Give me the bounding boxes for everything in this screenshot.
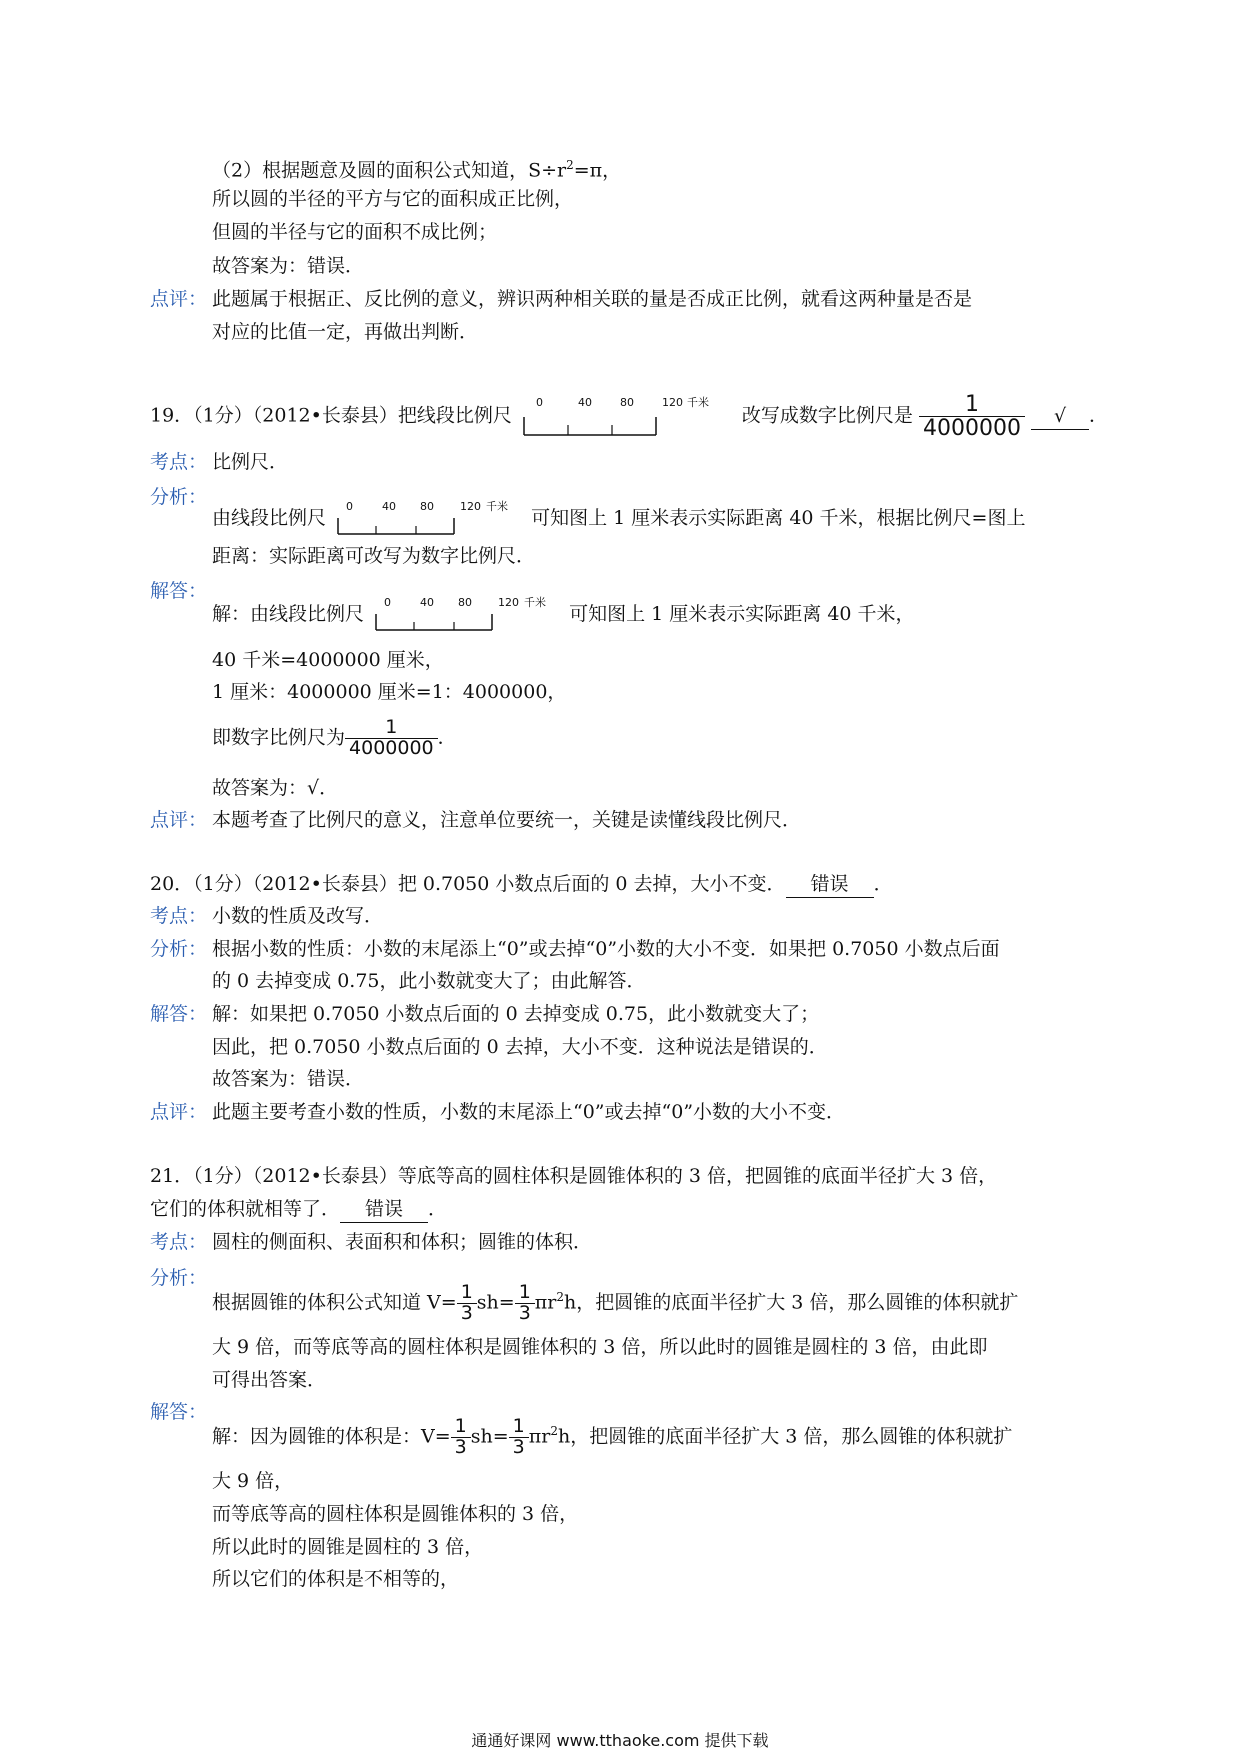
superscript: 2 [556, 1290, 565, 1305]
fraction: $\frac{1}{3}$ [451, 1417, 471, 1458]
kaodian-text: 比例尺． [212, 451, 289, 473]
scale-tick-label: 80 [619, 395, 634, 409]
jieda-label: 解答： [150, 1003, 208, 1025]
scale-tick-label: 120 [661, 395, 683, 409]
kaodian-text: 圆柱的侧面积、表面积和体积；圆锥的体积． [212, 1231, 593, 1253]
fenxi-line-3: 可得出答案． [212, 1369, 327, 1391]
jieda-label: 解答： [150, 1401, 208, 1423]
scale-tick-label: 120 [460, 500, 482, 513]
scale-tick-label: 40 [382, 500, 397, 513]
page-footer: 通通好课网 www.tthaoke.com 提供下载 [471, 1731, 769, 1750]
jieda-line-3: 故答案为：错误． [212, 1068, 365, 1090]
jieda-line-5: 故答案为：√． [212, 777, 339, 799]
q18-line-2: 所以圆的半径的平方与它的面积成正比例， [212, 188, 574, 210]
fraction: $\frac{1}{3}$ [509, 1417, 529, 1458]
scale-tick-label: 120 [498, 596, 520, 609]
kaodian-text: 小数的性质及改写． [212, 905, 384, 927]
superscript: 2 [566, 158, 574, 172]
answer-blank: 错误 [786, 871, 874, 898]
superscript: 2 [550, 1424, 558, 1439]
jieda-line-1: 解：如果把 0.7050 小数点后面的 0 去掉变成 0.75，此小数就变大了； [212, 1003, 820, 1025]
fraction: $\frac{1}{3}$ [457, 1283, 477, 1324]
q18-line-4: 故答案为：错误． [212, 255, 365, 277]
fenxi-line-2: 大 9 倍，而等底等高的圆柱体积是圆锥体积的 3 倍，所以此时的圆锥是圆柱的 3 倍，由此即 [212, 1336, 988, 1358]
jieda-line-4: 即数字比例尺为 $\frac{1}{4000000}$ ． [212, 716, 457, 759]
dianping-text: 本题考查了比例尺的意义，注意单位要统一，关键是读懂线段比例尺． [212, 809, 802, 831]
scale-unit-label: 千米 [486, 500, 509, 513]
scale-unit-label: 千米 [524, 596, 547, 609]
jieda-line-5: 所以它们的体积是不相等的， [212, 1568, 460, 1590]
fenxi-line-1: 根据小数的性质：小数的末尾添上“0”或去掉“0”小数的大小不变．如果把 0.7050 小数点后面 [212, 938, 1000, 960]
kaodian-label: 考点： [150, 1231, 208, 1253]
kaodian-label: 考点： [150, 905, 208, 927]
dianping-label: 点评： [150, 809, 208, 831]
scale-tick-label: 40 [577, 395, 592, 409]
scale-tick-label: 0 [346, 500, 354, 513]
dianping-label: 点评： [150, 1101, 208, 1123]
q18-comment-2: 对应的比值一定，再做出判断． [212, 321, 479, 343]
jieda-line-2: 大 9 倍， [212, 1470, 294, 1492]
fenxi-line-1: 由线段比例尺 0 40 80 120 千米 可知图上 1 厘米表示实际距离 40 千米，根据比例尺=图上 [212, 500, 1025, 538]
fenxi-line-2: 的 0 去掉变成 0.75，此小数就变大了；由此解答． [212, 970, 646, 992]
dianping-text: 此题主要考查小数的性质，小数的末尾添上“0”或去掉“0”小数的大小不变． [212, 1101, 846, 1123]
jieda-line-3: 1 厘米：4000000 厘米=1：4000000， [212, 681, 567, 703]
answer-blank: √ [1031, 403, 1089, 430]
jieda-line-2: 40 千米=4000000 厘米， [212, 649, 444, 671]
q18-comment-1: 此题属于根据正、反比例的意义，辨识两种相关联的量是否成正比例，就看这两种量是否是 [212, 288, 973, 310]
jieda-line-2: 因此，把 0.7050 小数点后面的 0 去掉，大小不变．这种说法是错误的． [212, 1036, 828, 1058]
q18-line-1: （2）根据题意及圆的面积公式知道，$S\div r^2=\pi$， [212, 158, 622, 182]
q21-question-1: 21．（1分）（2012•长泰县）等底等高的圆柱体积是圆锥体积的 3 倍，把圆锥的底面半径扩大 3 倍， [150, 1165, 998, 1187]
scale-tick-label: 80 [420, 500, 435, 513]
q19-question: 19．（1分）（2012•长泰县）把线段比例尺 0 40 80 120 千米 改写成数字比例尺是 $\frac{1}{4000000}$ √ ． [150, 392, 1109, 442]
scale-bar-figure [522, 395, 732, 439]
jieda-line-1: 解：因为圆锥的体积是：V= $\frac{1}{3}$ sh= $\frac{1}{3}$ $\pi r^2h$，把圆锥的底面半径扩大 3 倍，那么圆锥的体积就扩 [212, 1415, 1013, 1458]
q20-question: 20．（1分）（2012•长泰县）把 0.7050 小数点后面的 0 去掉，大小不变． 错误 ． [150, 871, 893, 898]
fenxi-label: 分析： [150, 1267, 208, 1289]
jieda-line-4: 所以此时的圆锥是圆柱的 3 倍， [212, 1536, 484, 1558]
fraction: $\frac{1}{4000000}$ [345, 718, 438, 759]
scale-tick-label: 0 [384, 596, 392, 609]
q21-question-2: 它们的体积就相等了． 错误 ． [150, 1196, 447, 1223]
jieda-line-1: 解：由线段比例尺 0 40 80 120 千米 可知图上 1 厘米表示实际距离 40 千米， [212, 596, 915, 634]
scale-bar-figure [336, 500, 521, 538]
answer-fraction: $\frac{1}{4000000}$ [919, 393, 1025, 440]
scale-tick-label: 40 [420, 596, 435, 609]
jieda-label: 解答： [150, 580, 208, 602]
scale-tick-label: 0 [535, 395, 543, 409]
fenxi-line-2: 距离：实际距离可改写为数字比例尺． [212, 545, 536, 567]
fenxi-line-1: 根据圆锥的体积公式知道 V= $\frac{1}{3}$ sh= $\frac{1}{3}$ $\pi r^2h$，把圆锥的底面半径扩大 3 倍，那么圆锥的体积就扩 [212, 1281, 1019, 1324]
jieda-line-3: 而等底等高的圆柱体积是圆锥体积的 3 倍， [212, 1503, 579, 1525]
scale-bar-figure [374, 596, 559, 634]
answer-blank: 错误 [340, 1196, 428, 1223]
kaodian-label: 考点： [150, 451, 208, 473]
q18-line-3: 但圆的半径与它的面积不成比例； [212, 221, 498, 243]
fraction: $\frac{1}{3}$ [515, 1283, 535, 1324]
scale-unit-label: 千米 [686, 395, 709, 409]
scale-tick-label: 80 [458, 596, 473, 609]
fenxi-label: 分析： [150, 486, 208, 508]
fenxi-label: 分析： [150, 938, 208, 960]
q18-comment-label: 点评： [150, 288, 208, 310]
